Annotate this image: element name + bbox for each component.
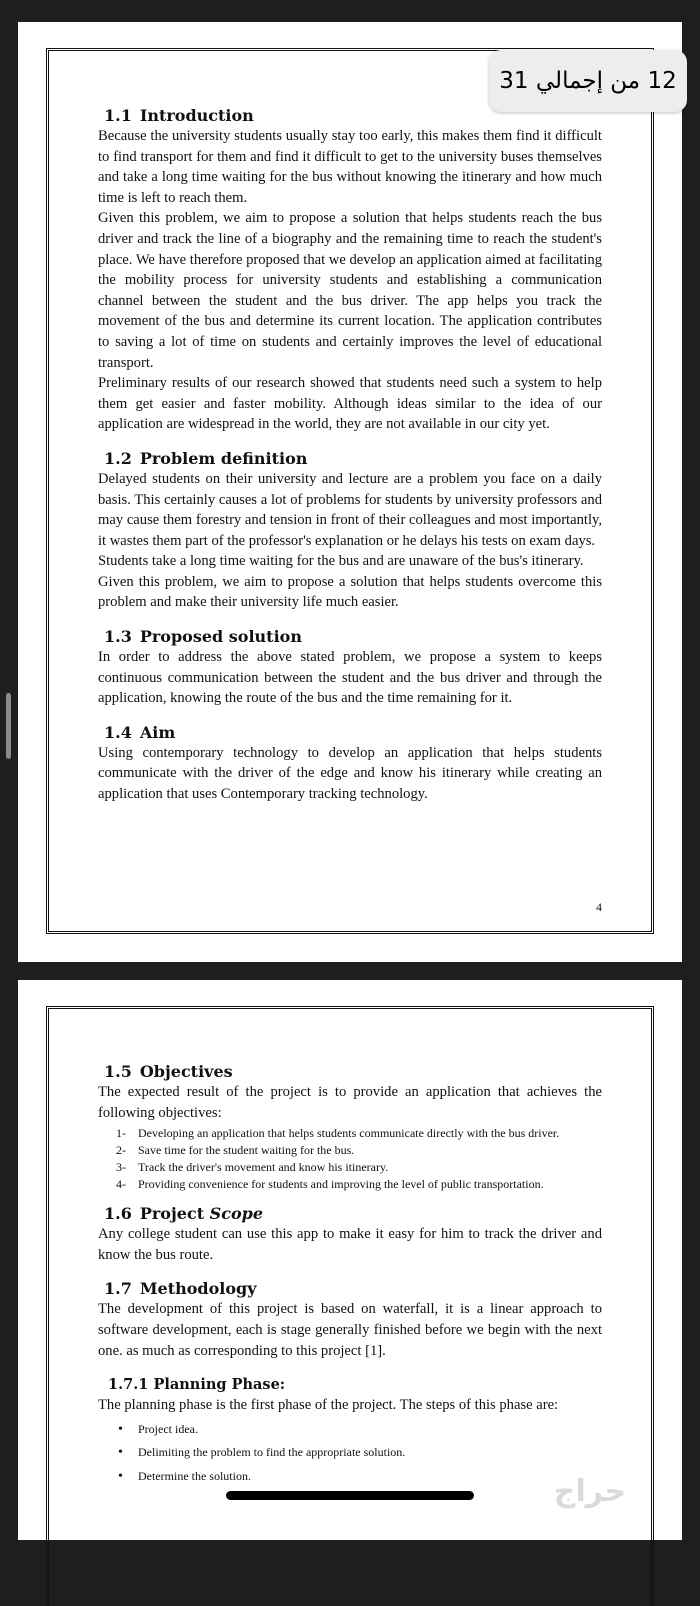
home-indicator[interactable] [226, 1491, 474, 1500]
list-item: 4- Providing convenience for students and improving the level of public transportation. [116, 1177, 544, 1192]
paragraph: Because the university students usually stay too early, this makes them find it difficult to find transport for them and find it difficult to get to the university buses themselves and take a long time waiting for the bus without knowing the itinerary and how much time is left to reach them. [98, 128, 602, 206]
page-content [98, 106, 602, 805]
subsection-heading: 1.7.1 Planning Phase: [108, 1376, 286, 1394]
paragraph: The development of this project is based on waterfall, it is a linear approach to software development, each is stage generally finished before we begin with the next one. as much as corresponding to this project [1]. [98, 1301, 602, 1359]
section-heading: 1.1 Introduction [104, 106, 254, 125]
section-problem-definition [98, 449, 602, 613]
section-proposed-solution [98, 627, 602, 709]
list-item: 2- Save time for the student waiting for the bus. [116, 1143, 355, 1158]
paragraph: Given this problem, we aim to propose a solution that helps students overcome this problem and make their university life much easier. [98, 573, 602, 611]
paragraph: Given this problem, we aim to propose a solution that helps students reach the bus driver and track the line of a biography and the remaining time to reach the student's place. We have therefore proposed that we develop an application aimed at facilitating the mobility process for university students and establishing a communication channel between the student and the bus driver. The app helps you track the movement of the bus and determine its current location. The application contributes to saving a lot of time on students and certainly improves the level of educational transport. [98, 210, 602, 371]
document-page-5 [18, 980, 682, 1540]
paragraph: The expected result of the project is to provide an application that achieves the following objectives: [98, 1084, 602, 1121]
paragraph: The planning phase is the first phase of the project. The steps of this phase are: [98, 1397, 559, 1414]
section-heading: 1.4 Aim [104, 722, 176, 742]
section-heading: 1.6 Project Scope [104, 1204, 263, 1224]
section-heading: 1.7 Methodology [104, 1279, 257, 1299]
section-introduction [98, 106, 602, 435]
scrollbar-thumb[interactable] [6, 693, 11, 759]
section-project-scope [98, 1204, 602, 1265]
page-content [98, 1062, 602, 1488]
page-number: 4 [596, 900, 602, 914]
objectives-list [98, 1125, 602, 1193]
section-objectives [98, 1062, 602, 1193]
section-planning-phase [98, 1375, 602, 1488]
list-item: 1- Developing an application that helps students communicate directly with the bus driver. [116, 1126, 560, 1141]
watermark-logo: حراج [553, 1474, 627, 1509]
list-item: • Determine the solution. [138, 1465, 602, 1489]
section-heading: 1.5 Objectives [104, 1062, 233, 1081]
paragraph: Any college student can use this app to make it easy for him to track the driver and know the bus route. [98, 1226, 602, 1263]
document-page-4 [18, 22, 682, 962]
paragraph: Preliminary results of our research showed that students need such a system to help them get easier and faster mobility. Although ideas similar to the idea of our application are widespread in the world, they are not available in our city yet. [98, 375, 602, 433]
paragraph: Students take a long time waiting for the bus and are unaware of the bus's itinerary. [98, 553, 584, 570]
list-item: • Delimiting the problem to find the appropriate solution. [138, 1441, 602, 1465]
section-methodology [98, 1279, 602, 1361]
section-heading: 1.3 Proposed solution [104, 627, 302, 647]
section-heading: 1.2 Problem definition [104, 448, 308, 468]
list-item: 3- Track the driver's movement and know his itinerary. [116, 1160, 389, 1175]
paragraph: In order to address the above stated problem, we propose a system to keeps continuous communication between the student and the bus driver and through the application, knowing the route of the bus and the time remaining for it. [98, 649, 602, 707]
list-item: • Project idea. [138, 1418, 602, 1442]
paragraph: Using contemporary technology to develop an application that helps students communicate with the driver of the edge and know his itinerary while creating an application that uses Contemporary tracking technology. [98, 744, 602, 803]
section-aim [98, 723, 602, 805]
paragraph: Delayed students on their university and lecture are a problem you face on a daily basis. This certainly causes a lot of problems for students by university professors and may cause them forestry and tension in front of their colleagues and most importantly, it wastes them part of the professor's explanation or he delays his tests on exam days. [98, 470, 602, 549]
page-counter-badge: 12 من إجمالي 31 [489, 50, 687, 112]
